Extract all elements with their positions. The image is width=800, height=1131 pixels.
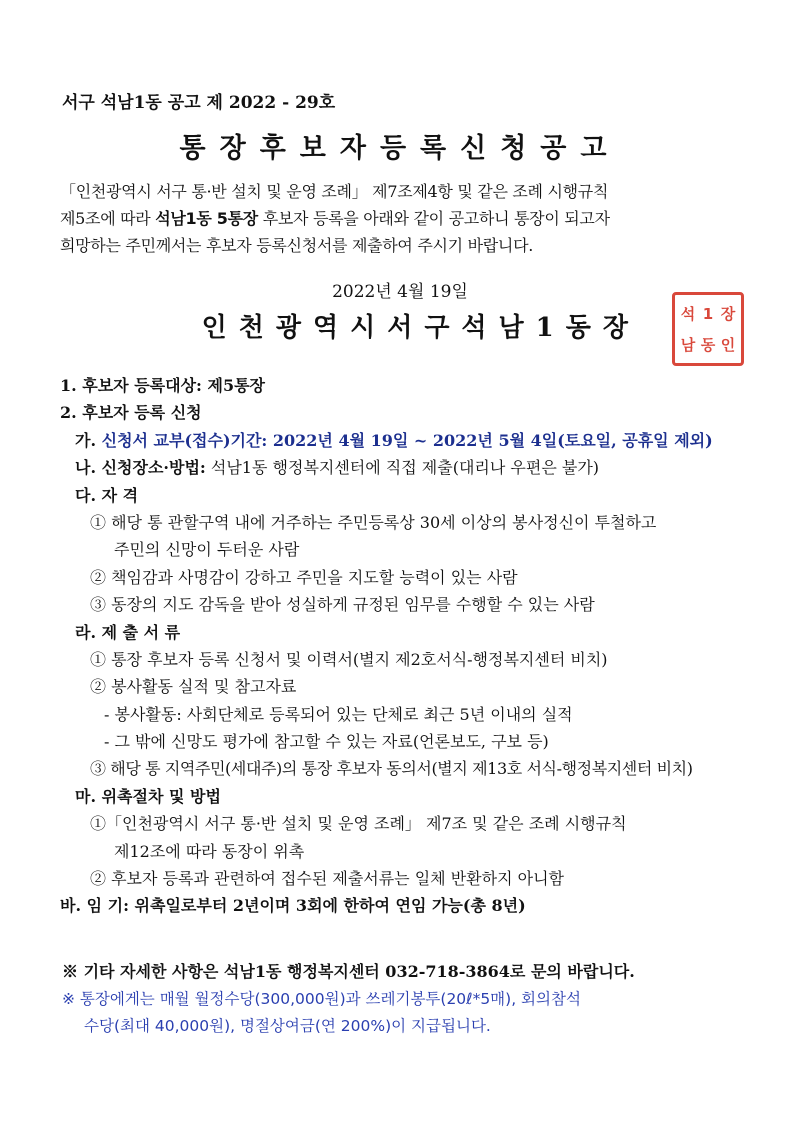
document-2a: - 봉사활동: 사회단체로 등록되어 있는 단체로 최근 5년 이내의 실적	[104, 704, 573, 724]
item-application: 2. 후보자 등록 신청	[60, 403, 202, 423]
item-place	[60, 454, 780, 481]
qualification-3: ③ 동장의 지도 감독을 받아 성실하게 규정된 임무를 수행할 수 있는 사람	[90, 595, 595, 615]
qualification-2: ② 책임감과 사명감이 강하고 주민을 지도할 능력이 있는 사람	[90, 567, 518, 587]
notice-number: 서구 석남1동 공고 제 2022 - 29호	[62, 93, 336, 113]
qualification-1-cont: 주민의 신망이 두터운 사람	[114, 540, 300, 560]
item-qualification: 다. 자 격	[75, 485, 139, 505]
seal-char: 석	[680, 305, 696, 323]
item-text: 신청서 교부(접수)기간: 2022년 4월 19일 ~ 2022년 5월 4일(토요일, 공휴일 제외)	[101, 430, 713, 450]
seal-char: 남	[680, 336, 696, 354]
item-period	[60, 427, 780, 454]
page-title: 통장후보자등록신청공고	[179, 133, 621, 164]
signer: 인천광역시서구석남1동장	[201, 313, 640, 343]
intro-paragraph	[60, 178, 770, 259]
document-2b: - 그 밖에 신망도 평가에 참고할 수 있는 자료(언론보도, 구보 등)	[104, 732, 549, 752]
contact-note: ※ 기타 자세한 사항은 석남1동 행정복지센터 032-718-3864로 문의 바랍니다.	[62, 962, 635, 981]
intro-highlight: 석남1동 5통장	[155, 209, 258, 228]
notice-items	[60, 372, 780, 920]
item-label: 가.	[75, 430, 102, 450]
seal-char: 동	[700, 336, 716, 354]
intro-line: 「인천광역시 서구 통·반 설치 및 운영 조례」 제7조제4항 및 같은 조례 시행규칙	[60, 182, 609, 201]
item-term: 바. 임 기: 위촉일로부터 2년이며 3회에 한하여 연임 가능(총 8년)	[60, 896, 526, 916]
item-target: 1. 후보자 등록대상: 제5통장	[60, 376, 266, 395]
notice-date: 2022년 4월 19일	[332, 282, 468, 302]
procedure-1: ①「인천광역시 서구 통·반 설치 및 운영 조례」 제7조 및 같은 조례 시행규칙	[90, 814, 627, 834]
intro-line: 희망하는 주민께서는 후보자 등록신청서를 제출하여 주시기 바랍니다.	[60, 236, 534, 255]
intro-text: 제5조에 따라	[60, 209, 156, 228]
seal-char: 장	[720, 305, 736, 323]
seal-char: 인	[720, 336, 736, 354]
intro-line	[60, 205, 770, 232]
benefit-note-cont: 수당(최대 40,000원), 명절상여금(연 200%)이 지급됩니다.	[84, 1017, 491, 1035]
procedure-1-cont: 제12조에 따라 동장이 위촉	[114, 841, 305, 861]
document-1: ① 통장 후보자 등록 신청서 및 이력서(별지 제2호서식-행정복지센터 비치)	[90, 649, 608, 669]
item-procedure: 마. 위촉절차 및 방법	[75, 786, 221, 806]
intro-text: 후보자 등록을 아래와 같이 공고하니 통장이 되고자	[257, 209, 610, 228]
procedure-2: ② 후보자 등록과 관련하여 접수된 제출서류는 일체 반환하지 아니함	[90, 869, 565, 889]
item-text: 석남1동 행정복지센터에 직접 제출(대리나 우편은 불가)	[205, 458, 600, 478]
seal-char: 1	[702, 304, 714, 323]
document-2: ② 봉사활동 실적 및 참고자료	[90, 677, 297, 697]
benefit-note: ※ 통장에게는 매월 월정수당(300,000원)과 쓰레기봉투(20ℓ*5매), 회의참석	[62, 989, 581, 1008]
item-documents: 라. 제 출 서 류	[75, 622, 181, 642]
item-label: 나. 신청장소·방법:	[75, 458, 206, 478]
official-seal-stamp	[672, 292, 744, 366]
document-3: ③ 해당 통 지역주민(세대주)의 통장 후보자 동의서(별지 제13호 서식-행정복지센터 비치)	[90, 759, 693, 779]
qualification-1: ① 해당 통 관할구역 내에 거주하는 주민등록상 30세 이상의 봉사정신이 투철하고	[90, 512, 657, 532]
notes	[62, 958, 762, 1041]
